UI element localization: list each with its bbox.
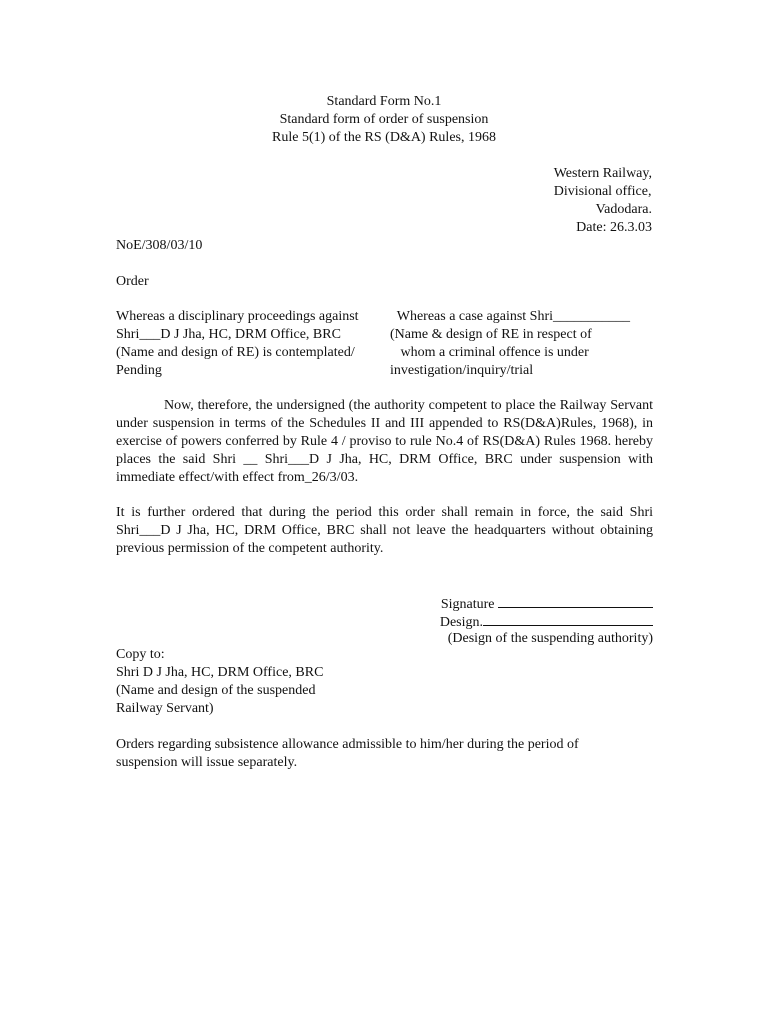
left-clause-line: Pending — [116, 363, 162, 378]
disciplinary-clause — [116, 308, 396, 380]
signature-block — [440, 594, 653, 648]
design-blank — [483, 612, 653, 626]
address-line-1: Western Railway, — [553, 166, 652, 181]
right-clause-line: investigation/inquiry/trial — [390, 363, 534, 378]
order-heading: Order — [116, 274, 149, 289]
suspension-paragraph-text: Now, therefore, the undersigned (the authority competent to place the Railway Servant under suspension in terms of the Schedules II and III appended to RS(D&A)Rules, 1968), in exercise of powers conferred by Rule 4 / proviso to rule No.4 of RS(D&A) Rules 1968. hereby places the said Shri __ Shri___D J Jha, HC, DRM Office, BRC under suspension with immediate effect/with effect from_26/3/03. — [116, 398, 653, 485]
left-clause-line: (Name and design of RE) is contemplated/ — [116, 345, 355, 360]
subsistence-note — [116, 736, 656, 772]
office-address — [554, 165, 652, 237]
form-number: Standard Form No.1 — [326, 94, 442, 109]
address-line-3: Vadodara. — [595, 202, 652, 217]
suspension-paragraph — [116, 397, 653, 487]
note-line: Orders regarding subsistence allowance admissible to him/her during the period of — [116, 737, 579, 752]
order-date: Date: 26.3.03 — [576, 220, 652, 235]
authority-note: (Design of the suspending authority) — [447, 631, 653, 646]
reference-number: NoE/308/03/10 — [116, 238, 203, 253]
note-line: suspension will issue separately. — [116, 755, 298, 770]
copy-to-heading: Copy to: — [116, 647, 165, 662]
copy-to-line: Railway Servant) — [116, 701, 214, 716]
form-title: Standard form of order of suspension — [279, 112, 489, 127]
design-line — [440, 612, 653, 630]
right-clause-line: Whereas a case against Shri___________ — [390, 309, 631, 324]
signature-label: Signature — [440, 597, 495, 612]
address-line-2: Divisional office, — [553, 184, 652, 199]
left-clause-line: Whereas a disciplinary proceedings against — [116, 309, 359, 324]
signature-line — [440, 594, 653, 612]
form-header — [0, 93, 768, 147]
copy-to-line: (Name and design of the suspended — [116, 683, 316, 698]
right-clause-line: whom a criminal offence is under — [390, 345, 589, 360]
headquarters-paragraph: It is further ordered that during the period this order shall remain in force, the said Shri Shri___D J Jha, HC, DRM Office, BRC shall not leave the headquarters without obtaining previous permission of the competent authority. — [116, 505, 653, 556]
criminal-case-clause — [390, 308, 660, 380]
copy-to-block — [116, 646, 323, 718]
design-label: Design. — [439, 615, 483, 630]
right-clause-line: (Name & design of RE in respect of — [390, 327, 592, 342]
left-clause-line: Shri___D J Jha, HC, DRM Office, BRC — [116, 327, 341, 342]
signature-blank — [498, 594, 653, 608]
copy-to-line: Shri D J Jha, HC, DRM Office, BRC — [116, 665, 324, 680]
form-rule: Rule 5(1) of the RS (D&A) Rules, 1968 — [272, 130, 496, 145]
